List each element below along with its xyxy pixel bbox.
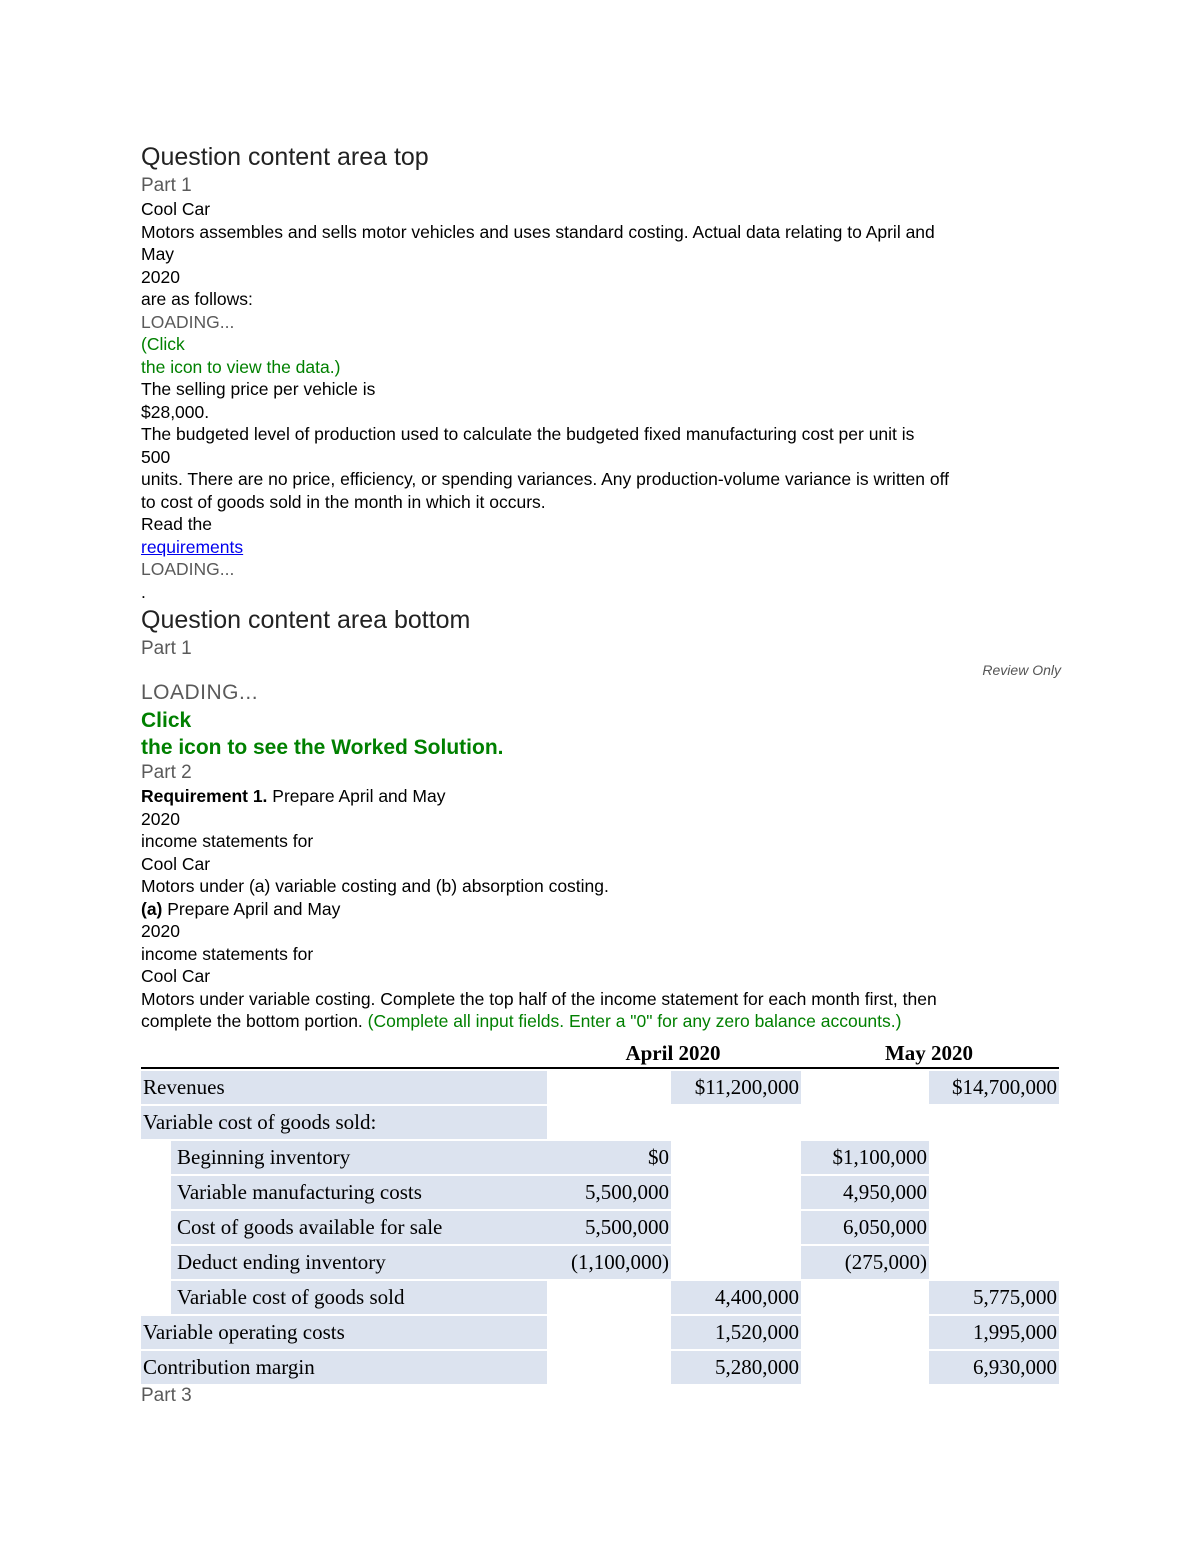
part-label: Part 3 xyxy=(141,1384,192,1406)
empty-cell xyxy=(801,1106,929,1139)
text-line: 2020 xyxy=(141,266,180,287)
text-line: units. There are no price, efficiency, or spending variances. Any production-volume variance is written off xyxy=(141,469,950,489)
empty-cell xyxy=(929,1211,1059,1244)
text-line: income statements for xyxy=(141,943,314,964)
empty-cell xyxy=(547,1106,671,1139)
text-line: $28,000. xyxy=(141,401,210,422)
table-row xyxy=(141,1246,1059,1279)
row-label: Variable operating costs xyxy=(141,1316,547,1349)
text-line: 500 xyxy=(141,446,171,467)
revenues-may-field[interactable]: $14,700,000 xyxy=(929,1071,1059,1104)
row-label: Revenues xyxy=(141,1071,547,1104)
text-line: Read the xyxy=(141,514,213,534)
row-label: Deduct ending inventory xyxy=(171,1246,547,1279)
text-line: 2020 xyxy=(141,921,180,941)
revenues-april-field[interactable]: $11,200,000 xyxy=(671,1071,801,1104)
worked-solution-hint: the icon to see the Worked Solution. xyxy=(141,736,504,759)
text-line: The budgeted level of production used to calculate the budgeted fixed manufacturing cost per unit is xyxy=(141,424,915,444)
worked-solution-hint: Click xyxy=(141,709,192,732)
column-header-april: April 2020 xyxy=(625,1040,721,1065)
goods-available-april-field[interactable]: 5,500,000 xyxy=(547,1211,671,1244)
empty-cell xyxy=(671,1246,801,1279)
beginning-inventory-may-field[interactable]: $1,100,000 xyxy=(801,1141,929,1174)
text-line: Cool Car xyxy=(141,966,211,986)
variable-cogs-april-field[interactable]: 4,400,000 xyxy=(671,1281,801,1314)
text-line: . xyxy=(141,581,146,602)
requirement-label: Requirement 1. xyxy=(141,786,268,806)
empty-cell xyxy=(547,1071,671,1104)
row-label: Variable cost of goods sold xyxy=(171,1281,547,1314)
beginning-inventory-april-field[interactable]: $0 xyxy=(547,1141,671,1174)
text-line: Motors under (a) variable costing and (b) absorption costing. xyxy=(141,876,609,896)
review-only-label: Review Only xyxy=(982,662,1061,678)
variable-manufacturing-april-field[interactable]: 5,500,000 xyxy=(547,1176,671,1209)
text-line: Motors assembles and sells motor vehicles and uses standard costing. Actual data relating to April and xyxy=(141,221,935,242)
empty-cell xyxy=(801,1351,929,1384)
text-line: income statements for xyxy=(141,831,314,851)
empty-cell xyxy=(671,1176,801,1209)
bottom-heading: Question content area bottom xyxy=(141,606,471,634)
requirements-link[interactable]: requirements xyxy=(141,536,244,557)
subpart-text: Prepare April and May xyxy=(162,898,341,919)
document-page xyxy=(141,140,1061,1408)
empty-cell xyxy=(929,1106,1059,1139)
empty-cell xyxy=(929,1176,1059,1209)
variable-cogs-may-field[interactable]: 5,775,000 xyxy=(929,1281,1059,1314)
income-statement-table xyxy=(141,1039,1059,1384)
text-line: May xyxy=(141,244,175,264)
empty-cell xyxy=(547,1351,671,1384)
text-line: 2020 xyxy=(141,808,180,829)
empty-cell xyxy=(801,1316,929,1349)
loading-indicator[interactable]: LOADING... xyxy=(141,681,259,704)
table-row xyxy=(141,1351,1059,1384)
ending-inventory-april-field[interactable]: (1,100,000) xyxy=(547,1246,671,1279)
row-label: Cost of goods available for sale xyxy=(171,1211,547,1244)
table-row xyxy=(141,1281,1059,1314)
data-hint: the icon to view the data.) xyxy=(141,356,341,377)
contribution-margin-april-field[interactable]: 5,280,000 xyxy=(671,1351,801,1384)
subpart-label: (a) xyxy=(141,898,163,919)
table-row xyxy=(141,1211,1059,1244)
text-line: The selling price per vehicle is xyxy=(141,379,376,399)
empty-cell xyxy=(671,1141,801,1174)
part-label: Part 2 xyxy=(141,762,192,783)
text-line: Cool Car xyxy=(141,853,211,874)
table-row xyxy=(141,1106,1059,1139)
row-label-wrap xyxy=(141,1176,547,1209)
column-header-may: May 2020 xyxy=(884,1040,974,1065)
text-line: Cool Car xyxy=(141,199,211,219)
text-line: Motors under variable costing. Complete the top half of the income statement for each month first, then xyxy=(141,988,937,1009)
goods-available-may-field[interactable]: 6,050,000 xyxy=(801,1211,929,1244)
variable-operating-may-field[interactable]: 1,995,000 xyxy=(929,1316,1059,1349)
instruction-text: (Complete all input fields. Enter a "0" for any zero balance accounts.) xyxy=(367,1011,902,1031)
table-row xyxy=(141,1316,1059,1349)
variable-manufacturing-may-field[interactable]: 4,950,000 xyxy=(801,1176,929,1209)
requirement-text: Prepare April and May xyxy=(267,786,446,806)
table-row xyxy=(141,1071,1059,1104)
row-label-wrap xyxy=(141,1281,547,1314)
empty-cell xyxy=(671,1211,801,1244)
empty-cell xyxy=(929,1141,1059,1174)
contribution-margin-may-field[interactable]: 6,930,000 xyxy=(929,1351,1059,1384)
empty-cell xyxy=(547,1316,671,1349)
row-label-wrap xyxy=(141,1246,547,1279)
empty-cell xyxy=(929,1246,1059,1279)
data-hint: (Click xyxy=(141,334,185,354)
empty-cell xyxy=(801,1071,929,1104)
row-label-wrap xyxy=(141,1211,547,1244)
table-header xyxy=(141,1039,1059,1069)
empty-cell xyxy=(547,1281,671,1314)
variable-operating-april-field[interactable]: 1,520,000 xyxy=(671,1316,801,1349)
loading-indicator[interactable]: LOADING... xyxy=(141,311,235,332)
empty-cell xyxy=(671,1106,801,1139)
empty-cell xyxy=(801,1281,929,1314)
loading-indicator[interactable]: LOADING... xyxy=(141,559,235,579)
header-spacer xyxy=(141,1039,547,1067)
table-row xyxy=(141,1141,1059,1174)
row-label: Beginning inventory xyxy=(171,1141,547,1174)
row-label: Variable cost of goods sold: xyxy=(141,1106,547,1139)
top-heading: Question content area top xyxy=(141,143,429,171)
table-row xyxy=(141,1176,1059,1209)
text-line: are as follows: xyxy=(141,289,253,309)
part-label: Part 1 xyxy=(141,175,192,196)
ending-inventory-may-field[interactable]: (275,000) xyxy=(801,1246,929,1279)
text-line: to cost of goods sold in the month in which it occurs. xyxy=(141,491,546,512)
part-label: Part 1 xyxy=(141,638,192,659)
row-label-wrap xyxy=(141,1141,547,1174)
row-label: Contribution margin xyxy=(141,1351,547,1384)
row-label: Variable manufacturing costs xyxy=(171,1176,547,1209)
text-line: complete the bottom portion. xyxy=(141,1011,368,1031)
